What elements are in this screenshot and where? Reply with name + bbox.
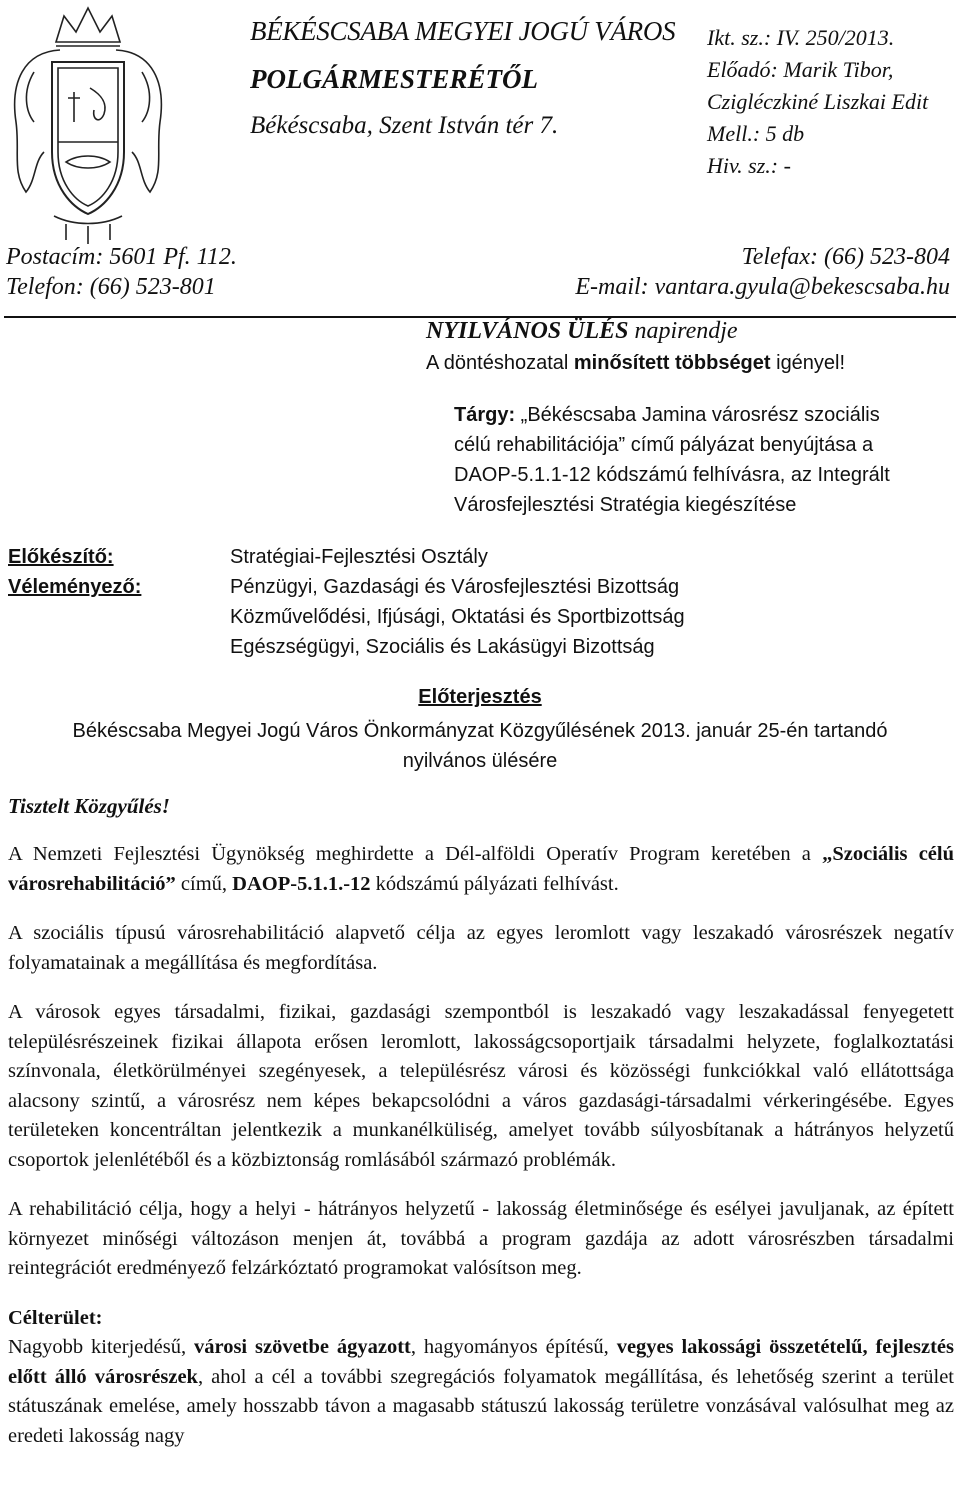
subject-line-1: „Békéscsaba Jamina városrész szociális <box>515 404 880 426</box>
majority-note-bold: minősített többséget <box>573 352 771 374</box>
target-area-label: Célterület: <box>8 1306 103 1329</box>
postal-address: Postacím: 5601 Pf. 112. <box>6 244 237 270</box>
city-coat-of-arms <box>4 2 172 246</box>
salutation: Tisztelt Közgyűlés! <box>8 794 170 818</box>
paragraph-3: A városok egyes társadalmi, fizikai, gazdasági szempontból is leszakadó vagy leszakadással fenyegetett településrészeinek fizikai állapota erősen leromlott, lakosságcsoportjaik társadalmi helyzete, foglalkoztatási színvonala, életkörülményei szegényesek, a településrész városi és közösségi funkciókkal való ellátottsága alacsony szintű, a városrész nem képes bekapcsolódni a város gazdasági-társadalmi vérkeringésébe. Egyes területeken koncentráltan jelentkezik a munkanélküliség, amelyet tovább súlyosbítanak a hátrányos helyzetű csoportok jelenlétéből és a közbiztonság romlásából származó problémák. <box>8 1001 954 1171</box>
paragraph-2: A szociális típusú városrehabilitáció alapvető célja az egyes leromlott vagy leszakadó városrészek negatív folyamatainak a megállítása és megfordítása. <box>8 922 954 974</box>
session-title <box>426 318 738 345</box>
subtitle-line-2: nyilvános ülésére <box>402 750 558 772</box>
majority-note-b: igényel! <box>770 352 846 374</box>
email-address: E-mail: vantara.gyula@bekescsaba.hu <box>575 274 950 300</box>
session-title-bold: NYILVÁNOS ÜLÉS <box>426 318 629 344</box>
document-subtitle <box>0 716 960 776</box>
reference-block <box>707 22 928 182</box>
subject-line-4: Városfejlesztési Stratégia kiegészítése <box>454 494 797 516</box>
fax-number: Telefax: (66) 523-804 <box>741 244 950 270</box>
presenter-line-2: Czigléczkiné Liszkai Edit <box>707 89 929 114</box>
registry-number: Ikt. sz.: IV. 250/2013. <box>707 25 895 50</box>
reference-number: Hiv. sz.: - <box>707 153 791 178</box>
paragraph-1: A Nemzeti Fejlesztési Ügynökség meghirdette a Dél-alföldi Operatív Program keretében a „Szociális célú városrehabilitáció” című, DAOP-5.1.1.-12 kódszámú pályázati felhívást. <box>8 843 954 895</box>
preparer-label: Előkészítő: <box>8 546 114 568</box>
attachments-count: Mell.: 5 db <box>707 121 805 146</box>
preparer-value: Stratégiai-Fejlesztési Osztály <box>230 546 488 568</box>
roles-values <box>230 542 685 662</box>
roles-labels <box>8 542 141 602</box>
majority-note-a: A döntéshozatal <box>426 352 574 374</box>
document-title: Előterjesztés <box>418 686 542 708</box>
session-title-rest: napirendje <box>628 318 738 344</box>
office-address: Békéscsaba, Szent István tér 7. <box>250 112 559 139</box>
subtitle-line-1: Békéscsaba Megyei Jogú Város Önkormányzat Közgyűlésének 2013. január 25-én tartandó <box>72 720 888 742</box>
reviewer-value-2: Közművelődési, Ifjúsági, Oktatási és Sportbizottság <box>230 606 685 628</box>
paragraph-4: A rehabilitáció célja, hogy a helyi - hátrányos helyzetű - lakosság életminősége és esélyei javuljanak, az épített környezet minőségi változáson menjen át, továbbá a program gazdája az adott városrészben társadalmi reintegrációt eredményező felzárkóztató programokat valósítson meg. <box>8 1198 954 1279</box>
city-name: BÉKÉSCSABA MEGYEI JOGÚ VÁROS <box>250 16 676 46</box>
subject-block <box>454 400 954 520</box>
body-text <box>8 840 954 1451</box>
paragraph-5: Nagyobb kiterjedésű, városi szövetbe ágyazott, hagyományos építésű, vegyes lakossági összetételű, fejlesztés előtt álló városrészek, ahol a cél a további szegregációs folyamatok megállítása, és lehetőség szerint a terület státuszának emelése, amely hosszabb távon a magasabb státuszú lakosság területre vonzásával valósulhat meg az eredeti lakosság nagy <box>8 1336 955 1447</box>
reviewer-value-3: Egészségügyi, Szociális és Lakásügyi Bizottság <box>230 636 655 658</box>
subject-line-2: célú rehabilitációja” című pályázat benyújtása a <box>454 434 874 456</box>
office-name: POLGÁRMESTERÉTŐL <box>250 64 539 94</box>
reviewer-value-1: Pénzügyi, Gazdasági és Városfejlesztési Bizottság <box>230 576 680 598</box>
presenter-line-1: Előadó: Marik Tibor, <box>707 57 894 82</box>
reviewer-label: Véleményező: <box>8 576 142 598</box>
subject-label: Tárgy: <box>454 404 516 426</box>
majority-note <box>426 352 845 375</box>
phone-number: Telefon: (66) 523-801 <box>6 274 216 300</box>
subject-line-3: DAOP-5.1.1-12 kódszámú felhívásra, az Integrált <box>454 464 890 486</box>
